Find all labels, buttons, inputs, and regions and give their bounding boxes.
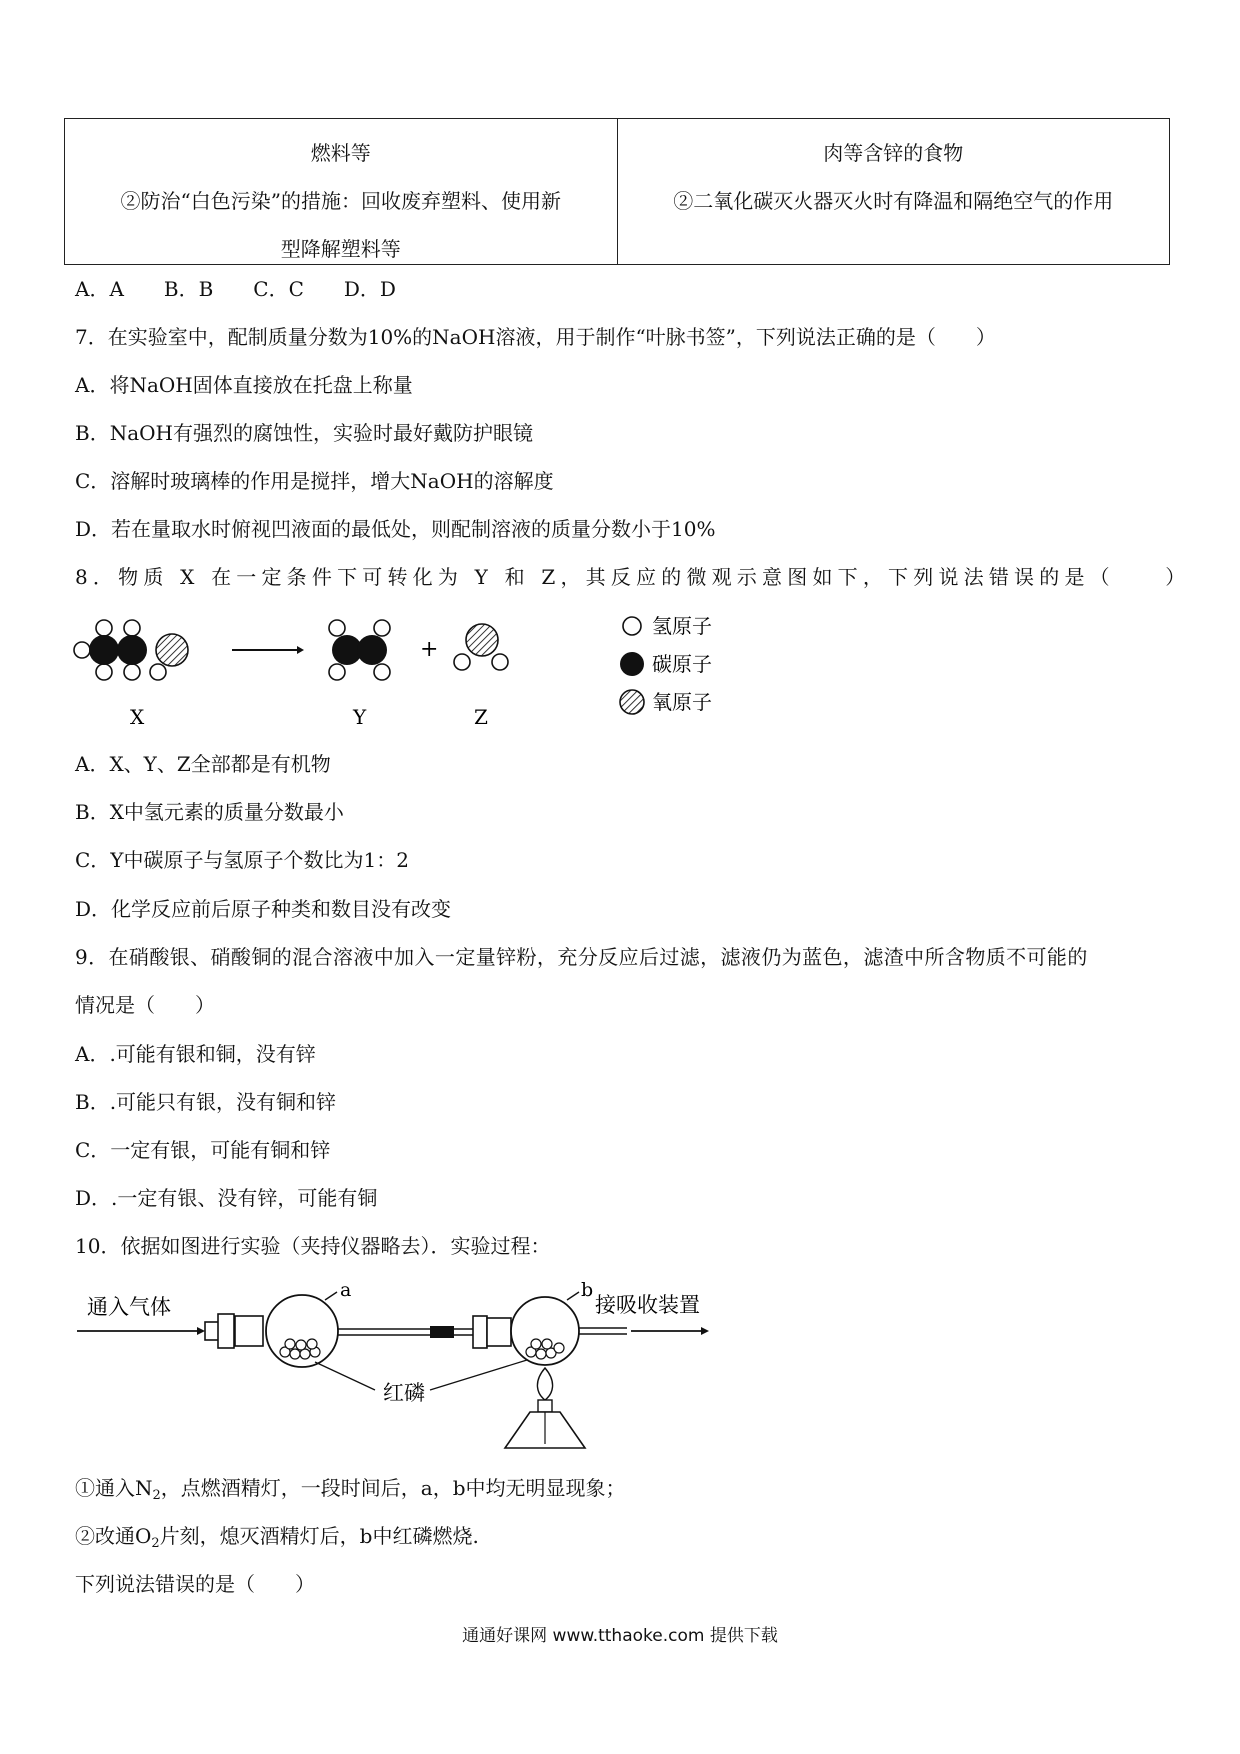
legend-carbon: 碳原子	[652, 652, 712, 676]
table-cell-right	[617, 119, 1170, 264]
q7-option-c: C．溶解时玻璃棒的作用是搅拌，增大NaOH的溶解度	[75, 469, 554, 493]
q10-step-2-start: ②改通O	[75, 1524, 152, 1548]
q8-option-d: D．化学反应前后原子种类和数目没有改变	[75, 897, 452, 921]
table-left-line-3: 型降解塑料等	[280, 237, 401, 261]
alcohol-lamp	[505, 1368, 585, 1448]
table-right-line-1: 肉等含锌的食物	[823, 141, 964, 165]
atom-legend	[620, 614, 712, 714]
q8-option-c: C．Y中碳原子与氢原子个数比为1：2	[75, 848, 409, 872]
q10-step-2-subscript: 2	[151, 1536, 160, 1551]
label-x: X	[130, 705, 145, 729]
oxygen-atom-icon	[620, 690, 644, 714]
label-b: b	[581, 1280, 594, 1301]
rubber-connector	[430, 1326, 454, 1338]
q7-stem: 7．在实验室中，配制质量分数为10%的NaOH溶液，用于制作“叶脉书签”，下列说法正确的是（ ）	[75, 325, 996, 349]
q10-step-2	[75, 1522, 479, 1558]
q10-step-2-end: 片刻，熄灭酒精灯后，b中红磷燃烧.	[159, 1524, 479, 1548]
q10-step-1-end: ，点燃酒精灯，一段时间后，a，b中均无明显现象；	[160, 1476, 626, 1500]
q8-option-a: A．X、Y、Z全部都是有机物	[75, 752, 331, 776]
q7-option-b: B．NaOH有强烈的腐蚀性，实验时最好戴防护眼镜	[75, 421, 533, 445]
q7-option-d: D．若在量取水时俯视凹液面的最低处，则配制溶液的质量分数小于10%	[75, 517, 716, 541]
molecule-x	[74, 620, 188, 680]
outlet-label: 接吸收装置	[595, 1293, 700, 1317]
outlet-arrow	[631, 1327, 709, 1335]
tube-a	[205, 1292, 430, 1367]
plus-sign: +	[420, 637, 439, 662]
q10-stem: 10．依据如图进行实验（夹持仪器略去）．实验过程：	[75, 1234, 551, 1258]
table-right-line-2: ②二氧化碳灭火器灭火时有降温和隔绝空气的作用	[673, 189, 1114, 213]
molecule-reaction-diagram	[72, 612, 732, 732]
q6-options: A．A B．B C．C D．D	[75, 277, 396, 301]
red-phosphorus-label: 红磷	[383, 1381, 425, 1405]
q10-step-1-subscript: 2	[152, 1488, 161, 1503]
q9-option-d: D．.一定有银、没有锌，可能有铜	[75, 1186, 378, 1210]
label-a: a	[340, 1280, 352, 1301]
reaction-arrow	[232, 646, 304, 654]
footer-source: 通通好课网 www.tthaoke.com 提供下载	[462, 1626, 778, 1646]
apparatus-diagram	[75, 1280, 715, 1460]
inlet-arrow	[77, 1327, 205, 1335]
q10-step-1	[75, 1474, 626, 1510]
pointer-line-b	[430, 1360, 527, 1390]
q8-option-b: B．X中氢元素的质量分数最小	[75, 800, 344, 824]
q9-stem-line-1: 9．在硝酸银、硝酸铜的混合溶液中加入一定量锌粉，充分反应后过滤，滤液仍为蓝色，滤渣中所含物质不可能的	[75, 945, 1088, 969]
q9-stem-line-2: 情况是（ ）	[75, 993, 215, 1017]
q9-option-a: A．.可能有银和铜，没有锌	[75, 1042, 316, 1066]
hydrogen-atom-icon	[623, 617, 641, 635]
q7-option-a: A．将NaOH固体直接放在托盘上称量	[75, 373, 413, 397]
legend-oxygen: 氧原子	[652, 690, 712, 714]
table-left-line-2: ②防治“白色污染”的措施：回收废弃塑料、使用新	[120, 189, 561, 213]
inlet-label: 通入气体	[87, 1295, 171, 1319]
q8-stem: 8．物质 X 在一定条件下可转化为 Y 和 Z，其反应的微观示意图如下，下列说法错误的是（ ）	[75, 565, 1191, 589]
table-left-line-1: 燃料等	[310, 141, 371, 165]
molecule-y	[329, 620, 390, 680]
q10-question: 下列说法错误的是（ ）	[75, 1572, 315, 1596]
q9-option-c: C．一定有银，可能有铜和锌	[75, 1138, 331, 1162]
answer-table	[64, 118, 1170, 265]
pointer-line-a	[315, 1362, 375, 1390]
molecule-z	[454, 624, 508, 670]
q10-step-1-start: ①通入N	[75, 1476, 153, 1500]
label-z: Z	[474, 705, 488, 729]
carbon-atom-icon	[620, 652, 644, 676]
label-y: Y	[353, 705, 367, 729]
legend-hydrogen: 氢原子	[652, 614, 712, 638]
table-cell-left	[65, 119, 617, 264]
q9-option-b: B．.可能只有银，没有铜和锌	[75, 1090, 337, 1114]
